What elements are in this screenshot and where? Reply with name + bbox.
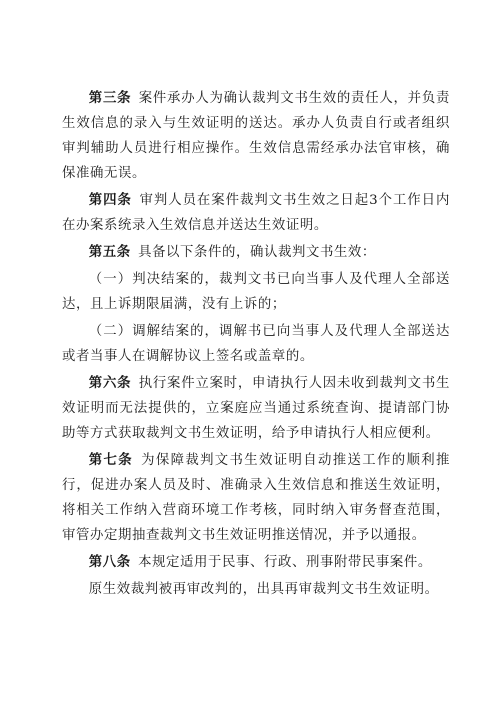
article-8: [62, 550, 450, 575]
item-body: （二）调解结案的，调解书已向当事人及代理人全部送达或者当事人在调解协议上签名或盖章的。: [62, 324, 450, 364]
item-body: （一）判决结案的，裁判文书已向当事人及代理人全部送达，且上诉期限届满，没有上诉的；: [62, 272, 450, 312]
article-5-item-1: [62, 267, 450, 317]
article-body: 本规定适用于民事、行政、刑事附带民事案件。: [138, 555, 432, 570]
article-body: 案件承办人为确认裁判文书生效的责任人，并负责生效信息的录入与生效证明的送达。承办人负责自行或者组织审判辅助人员进行相应操作。生效信息需经承办法官审核，确保准确无误。: [62, 91, 450, 181]
article-heading: 第四条: [88, 193, 140, 208]
article-body: 为保障裁判文书生效证明自动推送工作的顺利推行，促进办案人员及时、准确录入生效信息和推送生效证明，将相关工作纳入营商环境工作考核，同时纳入审务督查范围，审管办定期抽查裁判文书生效证明推送情况，并予以通报。: [62, 453, 450, 543]
article-body: 具备以下条件的，确认裁判文书生效：: [138, 245, 376, 260]
article-3: [62, 86, 450, 186]
article-heading: 第八条: [88, 555, 139, 570]
article-heading: 第六条: [88, 376, 139, 391]
article-4: [62, 188, 450, 238]
article-7: [62, 448, 450, 548]
article-heading: 第五条: [88, 245, 139, 260]
article-5: [62, 240, 450, 265]
article-body: 执行案件立案时，申请执行人因未收到裁判文书生效证明而无法提供的，立案庭应当通过系统查询、提请部门协助等方式获取裁判文书生效证明，给予申请执行人相应便利。: [62, 376, 450, 441]
article-5-item-2: [62, 319, 450, 369]
article-heading: 第三条: [88, 91, 139, 106]
article-6: [62, 371, 450, 446]
paragraph-body: 原生效裁判被再审改判的，出具再审裁判文书生效证明。: [88, 582, 439, 597]
article-8-continuation: [62, 577, 450, 602]
article-heading: 第七条: [88, 453, 141, 468]
article-body: 审判人员在案件裁判文书生效之日起3个工作日内在办案系统录入生效信息并送达生效证明。: [62, 193, 450, 233]
